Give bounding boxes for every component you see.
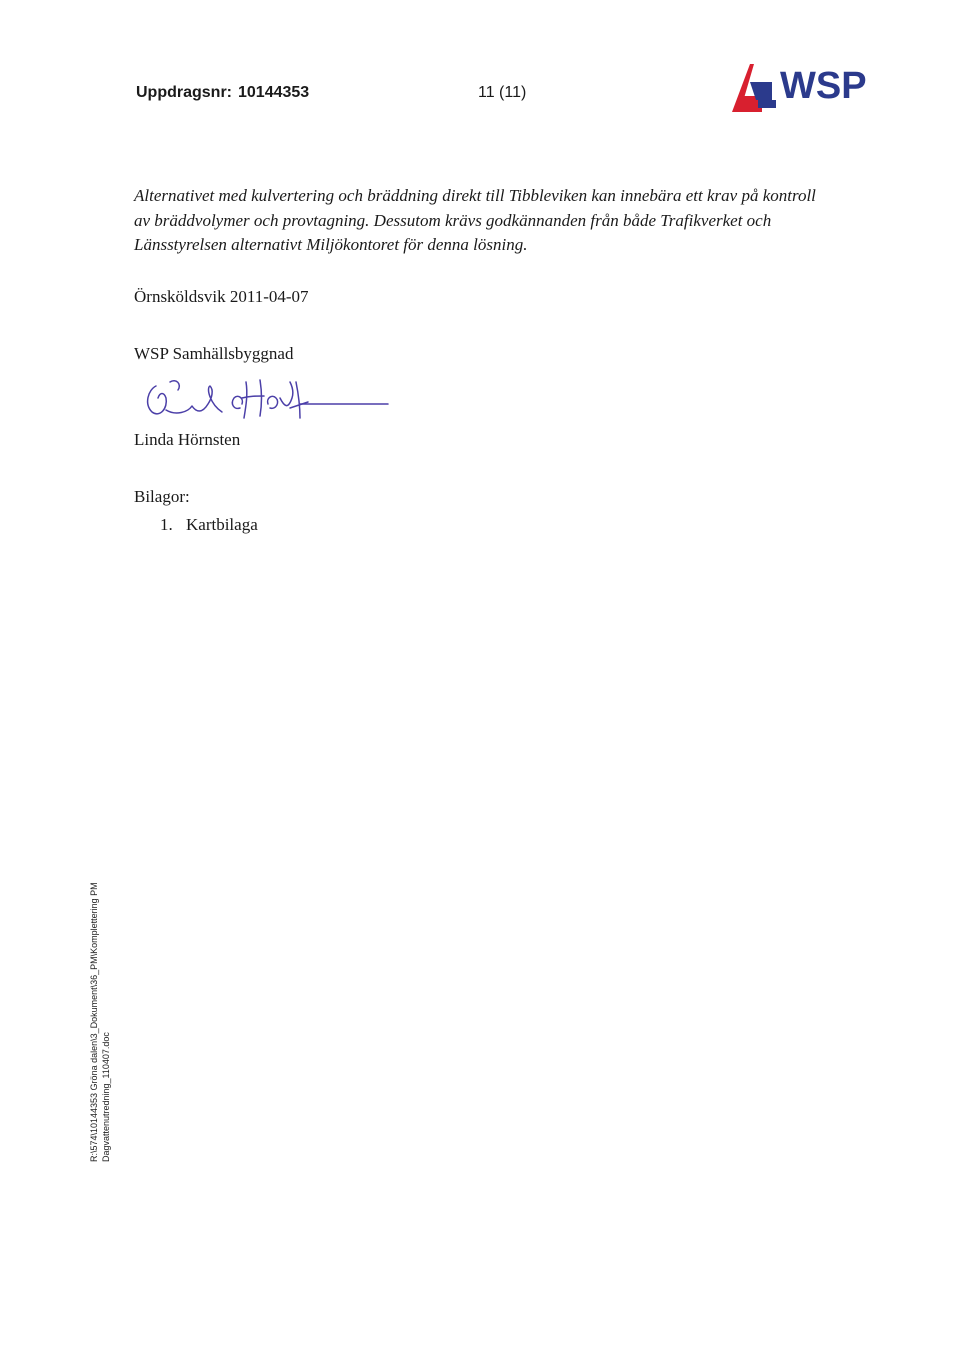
wsp-logo — [728, 60, 888, 120]
attachment-number: 1. — [160, 515, 173, 534]
project-number-value: 10144353 — [238, 84, 310, 101]
place-date: Örnsköldsvik 2011-04-07 — [134, 287, 309, 306]
project-number — [136, 84, 309, 102]
logo-wordmark: WSP — [780, 65, 867, 107]
attachment-item — [160, 515, 258, 535]
attachment-label: Kartbilaga — [186, 515, 258, 534]
file-path-line-1: R:\574\10144353 Gröna dalen\3_Dokument\36_PM\Komplettering PM — [89, 882, 99, 1162]
signer-name: Linda Hörnsten — [134, 430, 241, 449]
logo-blue-bar — [758, 100, 776, 108]
attachments-list — [160, 515, 258, 535]
page-count: 11 (11) — [478, 84, 527, 101]
file-path-line-2: Dagvattenutredning_110407.doc — [101, 1032, 111, 1162]
body-paragraph: Alternativet med kulvertering och bräddning direkt till Tibbleviken kan innebära ett krav på kontroll av bräddvolymer och provtagning. Dessutom krävs godkännanden från både Trafikverket och Länsstyrelsen alternativt Miljökontoret för denna lösning. — [134, 186, 816, 254]
company-name: WSP Samhällsbyggnad — [134, 344, 294, 363]
project-number-label: Uppdragsnr: — [136, 84, 232, 101]
attachments-heading: Bilagor: — [134, 487, 190, 506]
file-path-footer — [88, 882, 112, 1162]
handwritten-signature — [130, 368, 400, 428]
